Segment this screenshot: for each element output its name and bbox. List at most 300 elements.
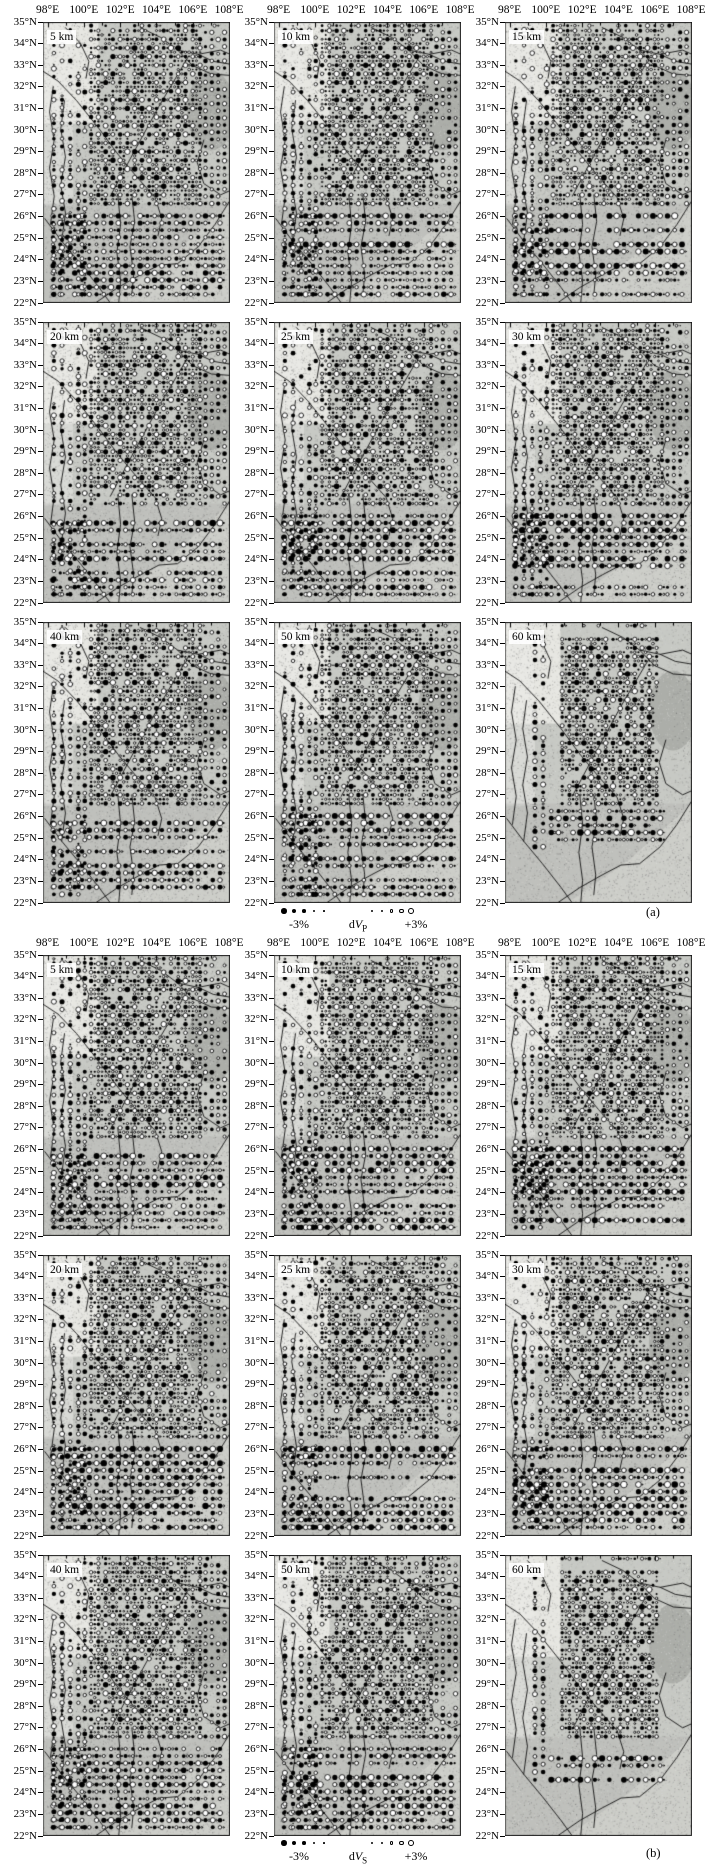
map-canvas-a-10km: [274, 22, 461, 303]
lat-tick-a: [38, 559, 43, 560]
lat-tick-b: [38, 1619, 43, 1620]
map-canvas-b-60km: [505, 1555, 692, 1836]
lat-label-b-p3: 29°N: [475, 1078, 499, 1091]
map-canvas-b-40km: [43, 1555, 230, 1836]
lat-label-a-p9: 22°N: [475, 896, 499, 909]
lat-tick-b: [269, 1727, 274, 1728]
lat-label-b-p5: 25°N: [244, 1464, 268, 1477]
lat-tick-a: [500, 408, 505, 409]
lat-tick-a: [269, 259, 274, 260]
lat-label-a-p5: 23°N: [244, 574, 268, 587]
lat-tick-b: [38, 1555, 43, 1556]
depth-label-b-20km: 20 km: [47, 1263, 82, 1277]
lat-label-b-p9: 24°N: [475, 1786, 499, 1799]
lat-tick-b: [38, 1127, 43, 1128]
lat-tick-a: [38, 22, 43, 23]
lat-label-a-p4: 26°N: [13, 510, 37, 523]
lat-tick-b: [269, 1406, 274, 1407]
lat-tick-b: [269, 1836, 274, 1837]
lat-tick-a: [38, 881, 43, 882]
lon-label-a-col1: 108°E: [214, 4, 244, 16]
lat-tick-a: [38, 773, 43, 774]
lat-label-a-p1: 32°N: [13, 80, 37, 93]
lat-label-b-p4: 26°N: [13, 1443, 37, 1456]
depth-label-a-25km: 25 km: [278, 330, 313, 344]
lat-tick-b: [38, 1536, 43, 1537]
lat-tick-b: [38, 1598, 43, 1599]
lat-tick-a: [500, 322, 505, 323]
lat-tick-a: [269, 859, 274, 860]
lat-label-a-p3: 35°N: [475, 15, 499, 28]
lat-label-a-p6: 24°N: [475, 553, 499, 566]
lat-tick-b: [38, 1149, 43, 1150]
lat-tick-b: [38, 1363, 43, 1364]
lat-tick-b: [500, 1749, 505, 1750]
lat-tick-a: [38, 903, 43, 904]
lat-tick-b: [269, 1663, 274, 1664]
depth-label-a-40km: 40 km: [47, 630, 82, 644]
lat-tick-a: [269, 303, 274, 304]
lat-tick-b: [38, 1663, 43, 1664]
lat-label-b-p8: 27°N: [244, 1721, 268, 1734]
lat-label-a-p1: 22°N: [13, 296, 37, 309]
lat-label-b-p3: 35°N: [475, 948, 499, 961]
lat-label-b-p6: 30°N: [475, 1356, 499, 1369]
lat-label-b-p1: 23°N: [13, 1207, 37, 1220]
lat-label-b-p8: 24°N: [244, 1786, 268, 1799]
lat-label-a-p7: 31°N: [13, 701, 37, 714]
lon-label-a-col3: 104°E: [604, 4, 633, 16]
lat-tick-b: [38, 1255, 43, 1256]
lon-label-b-col3: 98°E: [497, 937, 522, 949]
lat-tick-a: [38, 173, 43, 174]
lat-label-b-p5: 29°N: [244, 1378, 268, 1391]
map-canvas-a-15km: [505, 22, 692, 303]
lon-label-b-col3: 100°E: [531, 937, 561, 949]
lat-tick-a: [269, 773, 274, 774]
lat-tick-b: [269, 1384, 274, 1385]
lat-tick-a: [500, 451, 505, 452]
lat-tick-a: [500, 303, 505, 304]
lat-tick-b: [269, 998, 274, 999]
lat-label-b-p5: 31°N: [244, 1334, 268, 1347]
lat-tick-a: [500, 622, 505, 623]
lat-tick-a: [38, 708, 43, 709]
legend-open-circle-a: [399, 909, 404, 914]
lat-label-a-p6: 35°N: [475, 315, 499, 328]
lon-label-b-col2: 102°E: [336, 937, 366, 949]
lat-label-b-p2: 32°N: [244, 1013, 268, 1026]
legend-parameter-part: V: [354, 917, 363, 931]
lat-label-b-p8: 28°N: [244, 1699, 268, 1712]
lat-tick-a: [269, 430, 274, 431]
lat-label-b-p9: 29°N: [475, 1678, 499, 1691]
lat-label-b-p8: 22°N: [244, 1829, 268, 1842]
legend-open-circle-a: [408, 908, 414, 914]
lat-label-a-p3: 24°N: [475, 253, 499, 266]
lat-label-a-p4: 25°N: [13, 531, 37, 544]
lat-label-b-p7: 27°N: [13, 1721, 37, 1734]
legend-open-circle-a: [371, 910, 373, 912]
lat-tick-a: [38, 473, 43, 474]
lat-tick-b: [500, 955, 505, 956]
lat-label-b-p2: 30°N: [244, 1056, 268, 1069]
lat-label-b-p3: 31°N: [475, 1034, 499, 1047]
lat-label-a-p2: 34°N: [244, 37, 268, 50]
lat-label-a-p5: 24°N: [244, 553, 268, 566]
lat-tick-b: [500, 1192, 505, 1193]
depth-label-b-40km: 40 km: [47, 1563, 82, 1577]
lat-label-b-p2: 27°N: [244, 1121, 268, 1134]
lat-label-b-p4: 31°N: [13, 1334, 37, 1347]
lat-tick-a: [500, 173, 505, 174]
lat-label-b-p2: 28°N: [244, 1099, 268, 1112]
lat-tick-b: [269, 1363, 274, 1364]
lat-label-a-p7: 25°N: [13, 831, 37, 844]
lat-tick-a: [500, 903, 505, 904]
lat-label-a-p4: 35°N: [13, 315, 37, 328]
lon-label-b-col1: 104°E: [142, 937, 171, 949]
lat-label-a-p8: 29°N: [244, 745, 268, 758]
lat-label-b-p4: 24°N: [13, 1486, 37, 1499]
lat-label-a-p8: 32°N: [244, 680, 268, 693]
lat-label-b-p7: 34°N: [13, 1570, 37, 1583]
lon-label-b-col2: 106°E: [409, 937, 439, 949]
lat-label-a-p1: 25°N: [13, 231, 37, 244]
lat-label-a-p5: 31°N: [244, 401, 268, 414]
lat-label-a-p9: 35°N: [475, 615, 499, 628]
lon-label-b-col2: 98°E: [266, 937, 291, 949]
lat-label-a-p6: 29°N: [475, 445, 499, 458]
lat-tick-b: [500, 1792, 505, 1793]
lon-label-a-col1: 104°E: [142, 4, 171, 16]
block-letter-a: (a): [646, 905, 660, 919]
lat-label-b-p8: 34°N: [244, 1570, 268, 1583]
depth-label-a-20km: 20 km: [47, 330, 82, 344]
lon-label-a-col3: 108°E: [676, 4, 706, 16]
lat-label-b-p6: 27°N: [475, 1421, 499, 1434]
lat-tick-b: [500, 1384, 505, 1385]
lat-label-b-p4: 34°N: [13, 1270, 37, 1283]
lat-label-a-p5: 30°N: [244, 423, 268, 436]
lat-tick-a: [500, 730, 505, 731]
lat-label-a-p3: 27°N: [475, 188, 499, 201]
legend-open-circle-a: [390, 909, 394, 913]
lat-tick-b: [269, 1298, 274, 1299]
lat-tick-b: [269, 1341, 274, 1342]
lat-label-a-p9: 34°N: [475, 637, 499, 650]
lat-tick-a: [38, 603, 43, 604]
lat-label-b-p4: 33°N: [13, 1291, 37, 1304]
lat-label-b-p3: 34°N: [475, 970, 499, 983]
lat-tick-b: [269, 1814, 274, 1815]
lon-label-a-col2: 104°E: [373, 4, 402, 16]
lat-label-a-p3: 23°N: [475, 274, 499, 287]
lat-label-a-p7: 22°N: [13, 896, 37, 909]
lat-label-a-p7: 27°N: [13, 788, 37, 801]
lat-label-a-p5: 34°N: [244, 337, 268, 350]
lat-label-b-p7: 29°N: [13, 1678, 37, 1691]
lat-label-b-p9: 35°N: [475, 1548, 499, 1561]
lat-tick-b: [38, 1836, 43, 1837]
lat-tick-b: [38, 1341, 43, 1342]
lat-label-b-p9: 33°N: [475, 1591, 499, 1604]
lon-label-b-col3: 106°E: [640, 937, 670, 949]
lat-tick-a: [269, 581, 274, 582]
lat-tick-a: [269, 538, 274, 539]
lat-label-a-p8: 24°N: [244, 853, 268, 866]
lat-tick-b: [500, 1149, 505, 1150]
lat-tick-a: [38, 816, 43, 817]
lat-tick-a: [500, 773, 505, 774]
lat-label-b-p2: 29°N: [244, 1078, 268, 1091]
lat-tick-b: [38, 1214, 43, 1215]
lat-label-b-p7: 23°N: [13, 1807, 37, 1820]
lat-tick-a: [38, 386, 43, 387]
lat-tick-b: [269, 1792, 274, 1793]
lat-label-a-p1: 24°N: [13, 253, 37, 266]
lat-label-b-p6: 22°N: [475, 1529, 499, 1542]
lat-label-b-p5: 30°N: [244, 1356, 268, 1369]
legend-filled-circle-b: [313, 1842, 316, 1845]
lat-tick-b: [38, 1727, 43, 1728]
lat-tick-b: [500, 998, 505, 999]
lat-label-a-p9: 29°N: [475, 745, 499, 758]
lat-label-a-p8: 22°N: [244, 896, 268, 909]
lat-tick-b: [500, 1555, 505, 1556]
lat-label-b-p1: 22°N: [13, 1229, 37, 1242]
lat-tick-b: [500, 976, 505, 977]
map-canvas-b-20km: [43, 1255, 230, 1536]
legend-open-circle-b: [390, 1841, 394, 1845]
lat-label-b-p5: 35°N: [244, 1248, 268, 1261]
lat-label-a-p9: 32°N: [475, 680, 499, 693]
lat-label-a-p1: 34°N: [13, 37, 37, 50]
lat-tick-a: [500, 859, 505, 860]
lat-tick-a: [38, 516, 43, 517]
lat-label-a-p8: 25°N: [244, 831, 268, 844]
lat-label-b-p1: 24°N: [13, 1186, 37, 1199]
legend-filled-circle-a: [313, 910, 316, 913]
lat-label-b-p6: 28°N: [475, 1399, 499, 1412]
lat-tick-b: [500, 1084, 505, 1085]
lat-label-a-p8: 27°N: [244, 788, 268, 801]
lat-label-a-p1: 28°N: [13, 166, 37, 179]
lat-tick-a: [269, 686, 274, 687]
lat-tick-b: [38, 1084, 43, 1085]
lat-label-a-p4: 22°N: [13, 596, 37, 609]
lat-tick-b: [38, 1427, 43, 1428]
lat-label-a-p6: 33°N: [475, 358, 499, 371]
lon-label-a-col3: 106°E: [640, 4, 670, 16]
lat-label-b-p4: 25°N: [13, 1464, 37, 1477]
lat-label-a-p4: 29°N: [13, 445, 37, 458]
lat-label-a-p8: 34°N: [244, 637, 268, 650]
lat-tick-a: [500, 794, 505, 795]
lat-label-a-p6: 25°N: [475, 531, 499, 544]
lat-label-a-p3: 34°N: [475, 37, 499, 50]
depth-label-b-10km: 10 km: [278, 963, 313, 977]
lat-label-a-p7: 23°N: [13, 874, 37, 887]
lat-label-b-p6: 32°N: [475, 1313, 499, 1326]
lat-label-b-p7: 22°N: [13, 1829, 37, 1842]
lat-label-b-p8: 32°N: [244, 1613, 268, 1626]
lat-tick-a: [500, 538, 505, 539]
lat-tick-b: [38, 1749, 43, 1750]
lon-label-b-col2: 100°E: [300, 937, 330, 949]
lat-label-b-p5: 32°N: [244, 1313, 268, 1326]
lat-label-a-p7: 34°N: [13, 637, 37, 650]
lat-tick-b: [269, 1214, 274, 1215]
lat-label-b-p8: 25°N: [244, 1764, 268, 1777]
map-canvas-a-30km: [505, 322, 692, 603]
lat-tick-b: [269, 1771, 274, 1772]
lat-label-b-p6: 31°N: [475, 1334, 499, 1347]
lat-label-b-p8: 31°N: [244, 1634, 268, 1647]
lat-label-b-p8: 29°N: [244, 1678, 268, 1691]
legend-min-label-b: -3%: [289, 1849, 309, 1863]
lat-tick-b: [269, 1619, 274, 1620]
lat-label-a-p6: 31°N: [475, 401, 499, 414]
lat-tick-a: [269, 838, 274, 839]
lat-label-a-p9: 28°N: [475, 766, 499, 779]
lat-label-a-p4: 23°N: [13, 574, 37, 587]
lat-label-b-p8: 26°N: [244, 1743, 268, 1756]
legend-filled-circle-a: [292, 909, 297, 914]
lat-tick-a: [38, 408, 43, 409]
lat-label-a-p2: 28°N: [244, 166, 268, 179]
lat-label-b-p3: 27°N: [475, 1121, 499, 1134]
lat-tick-b: [269, 1492, 274, 1493]
lon-label-a-col3: 98°E: [497, 4, 522, 16]
lat-tick-a: [269, 194, 274, 195]
depth-label-b-5km: 5 km: [47, 963, 76, 977]
lat-tick-b: [269, 1063, 274, 1064]
lat-label-a-p5: 26°N: [244, 510, 268, 523]
lat-tick-a: [269, 151, 274, 152]
lat-tick-b: [269, 1106, 274, 1107]
lat-tick-a: [500, 643, 505, 644]
lat-label-b-p9: 30°N: [475, 1656, 499, 1669]
lat-tick-b: [38, 1492, 43, 1493]
lat-tick-a: [269, 365, 274, 366]
legend-open-circle-b: [371, 1842, 373, 1844]
lat-label-b-p1: 30°N: [13, 1056, 37, 1069]
lon-label-a-col3: 102°E: [567, 4, 597, 16]
lat-tick-a: [269, 643, 274, 644]
lat-tick-b: [269, 1449, 274, 1450]
lat-label-a-p4: 31°N: [13, 401, 37, 414]
lat-label-b-p3: 30°N: [475, 1056, 499, 1069]
lat-label-b-p9: 25°N: [475, 1764, 499, 1777]
lat-label-a-p8: 35°N: [244, 615, 268, 628]
lat-label-a-p1: 31°N: [13, 101, 37, 114]
lat-tick-b: [269, 1276, 274, 1277]
lat-tick-b: [38, 1236, 43, 1237]
lat-tick-b: [269, 955, 274, 956]
lat-label-a-p2: 29°N: [244, 145, 268, 158]
lat-tick-a: [269, 408, 274, 409]
lat-label-a-p3: 30°N: [475, 123, 499, 136]
lat-tick-b: [269, 1236, 274, 1237]
depth-label-a-50km: 50 km: [278, 630, 313, 644]
lat-label-b-p1: 32°N: [13, 1013, 37, 1026]
lat-tick-a: [38, 643, 43, 644]
legend-max-label-b: +3%: [404, 1849, 428, 1863]
lat-tick-a: [269, 173, 274, 174]
legend-filled-circle-a: [302, 909, 306, 913]
lat-label-a-p8: 33°N: [244, 658, 268, 671]
lat-label-b-p1: 27°N: [13, 1121, 37, 1134]
lat-tick-a: [38, 130, 43, 131]
lat-label-b-p7: 32°N: [13, 1613, 37, 1626]
lat-tick-b: [38, 1684, 43, 1685]
lat-tick-b: [500, 1727, 505, 1728]
lat-label-a-p2: 23°N: [244, 274, 268, 287]
lat-tick-a: [38, 43, 43, 44]
lat-label-a-p9: 23°N: [475, 874, 499, 887]
lat-tick-a: [38, 451, 43, 452]
legend-parameter-part: V: [354, 1849, 363, 1863]
lat-tick-b: [500, 1041, 505, 1042]
lat-tick-a: [38, 430, 43, 431]
lat-tick-a: [269, 86, 274, 87]
lat-label-b-p5: 24°N: [244, 1486, 268, 1499]
lat-label-b-p9: 23°N: [475, 1807, 499, 1820]
lat-tick-b: [500, 1706, 505, 1707]
lat-tick-a: [38, 194, 43, 195]
lat-tick-a: [500, 430, 505, 431]
lat-tick-a: [38, 686, 43, 687]
depth-label-a-5km: 5 km: [47, 30, 76, 44]
legend-filled-circle-b: [281, 1840, 287, 1846]
lat-tick-b: [500, 1363, 505, 1364]
lat-tick-b: [500, 1514, 505, 1515]
lat-label-b-p9: 27°N: [475, 1721, 499, 1734]
lat-label-a-p7: 30°N: [13, 723, 37, 736]
lat-label-a-p4: 27°N: [13, 488, 37, 501]
lat-label-b-p9: 26°N: [475, 1743, 499, 1756]
lat-label-a-p2: 24°N: [244, 253, 268, 266]
lat-tick-b: [269, 1171, 274, 1172]
lat-label-a-p1: 35°N: [13, 15, 37, 28]
lat-tick-b: [38, 1276, 43, 1277]
lat-label-b-p3: 28°N: [475, 1099, 499, 1112]
lat-tick-a: [500, 386, 505, 387]
lat-tick-b: [500, 1449, 505, 1450]
lat-label-a-p8: 23°N: [244, 874, 268, 887]
depth-label-a-15km: 15 km: [509, 30, 544, 44]
lat-tick-b: [500, 1536, 505, 1537]
lat-label-a-p6: 26°N: [475, 510, 499, 523]
lat-label-a-p5: 29°N: [244, 445, 268, 458]
lat-label-b-p3: 26°N: [475, 1143, 499, 1156]
lat-tick-b: [38, 1192, 43, 1193]
depth-label-b-15km: 15 km: [509, 963, 544, 977]
legend-parameter-part: S: [362, 1855, 368, 1866]
lat-label-a-p5: 22°N: [244, 596, 268, 609]
lat-label-a-p9: 30°N: [475, 723, 499, 736]
lat-tick-a: [269, 43, 274, 44]
lat-label-a-p2: 31°N: [244, 101, 268, 114]
lat-label-b-p4: 28°N: [13, 1399, 37, 1412]
lat-tick-b: [269, 1319, 274, 1320]
lat-tick-a: [269, 494, 274, 495]
lat-label-a-p4: 28°N: [13, 466, 37, 479]
lon-label-a-col2: 98°E: [266, 4, 291, 16]
lat-tick-b: [38, 1063, 43, 1064]
lat-label-a-p3: 32°N: [475, 80, 499, 93]
